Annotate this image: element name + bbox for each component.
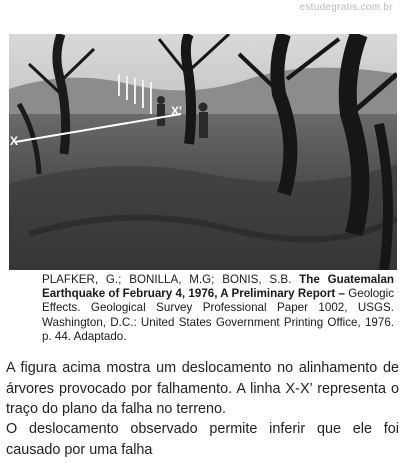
photo-caption [42, 273, 394, 344]
caption-title: The Guatemalan Earthquake of February 4, 1976, A Preliminary Report – [42, 273, 395, 301]
question-paragraph-1: A figura acima mostra um deslocamento no alinhamento de árvores provocado por falhamento. A linha X-X’ representa o traço do plano da falha no terreno. [6, 360, 399, 417]
watermark: estudegratis.com.br [299, 2, 393, 13]
fault-photograph [9, 34, 397, 270]
photo-illustration [9, 34, 397, 270]
caption-details: Geologic Effects. Geological Survey Professional Paper 1002, USGS. Washington, D.C.: United States Government Printing Office, 1976. p. 44. Adaptado. [42, 287, 394, 343]
question-paragraph-2: O deslocamento observado permite inferir que ele foi causado por uma falha [6, 421, 399, 458]
caption-authors: PLAFKER, G.; BONILLA, M.G; BONIS, S.B. [42, 273, 292, 286]
fault-label-x: X [10, 134, 19, 148]
fault-label-x-prime: X' [171, 104, 182, 118]
